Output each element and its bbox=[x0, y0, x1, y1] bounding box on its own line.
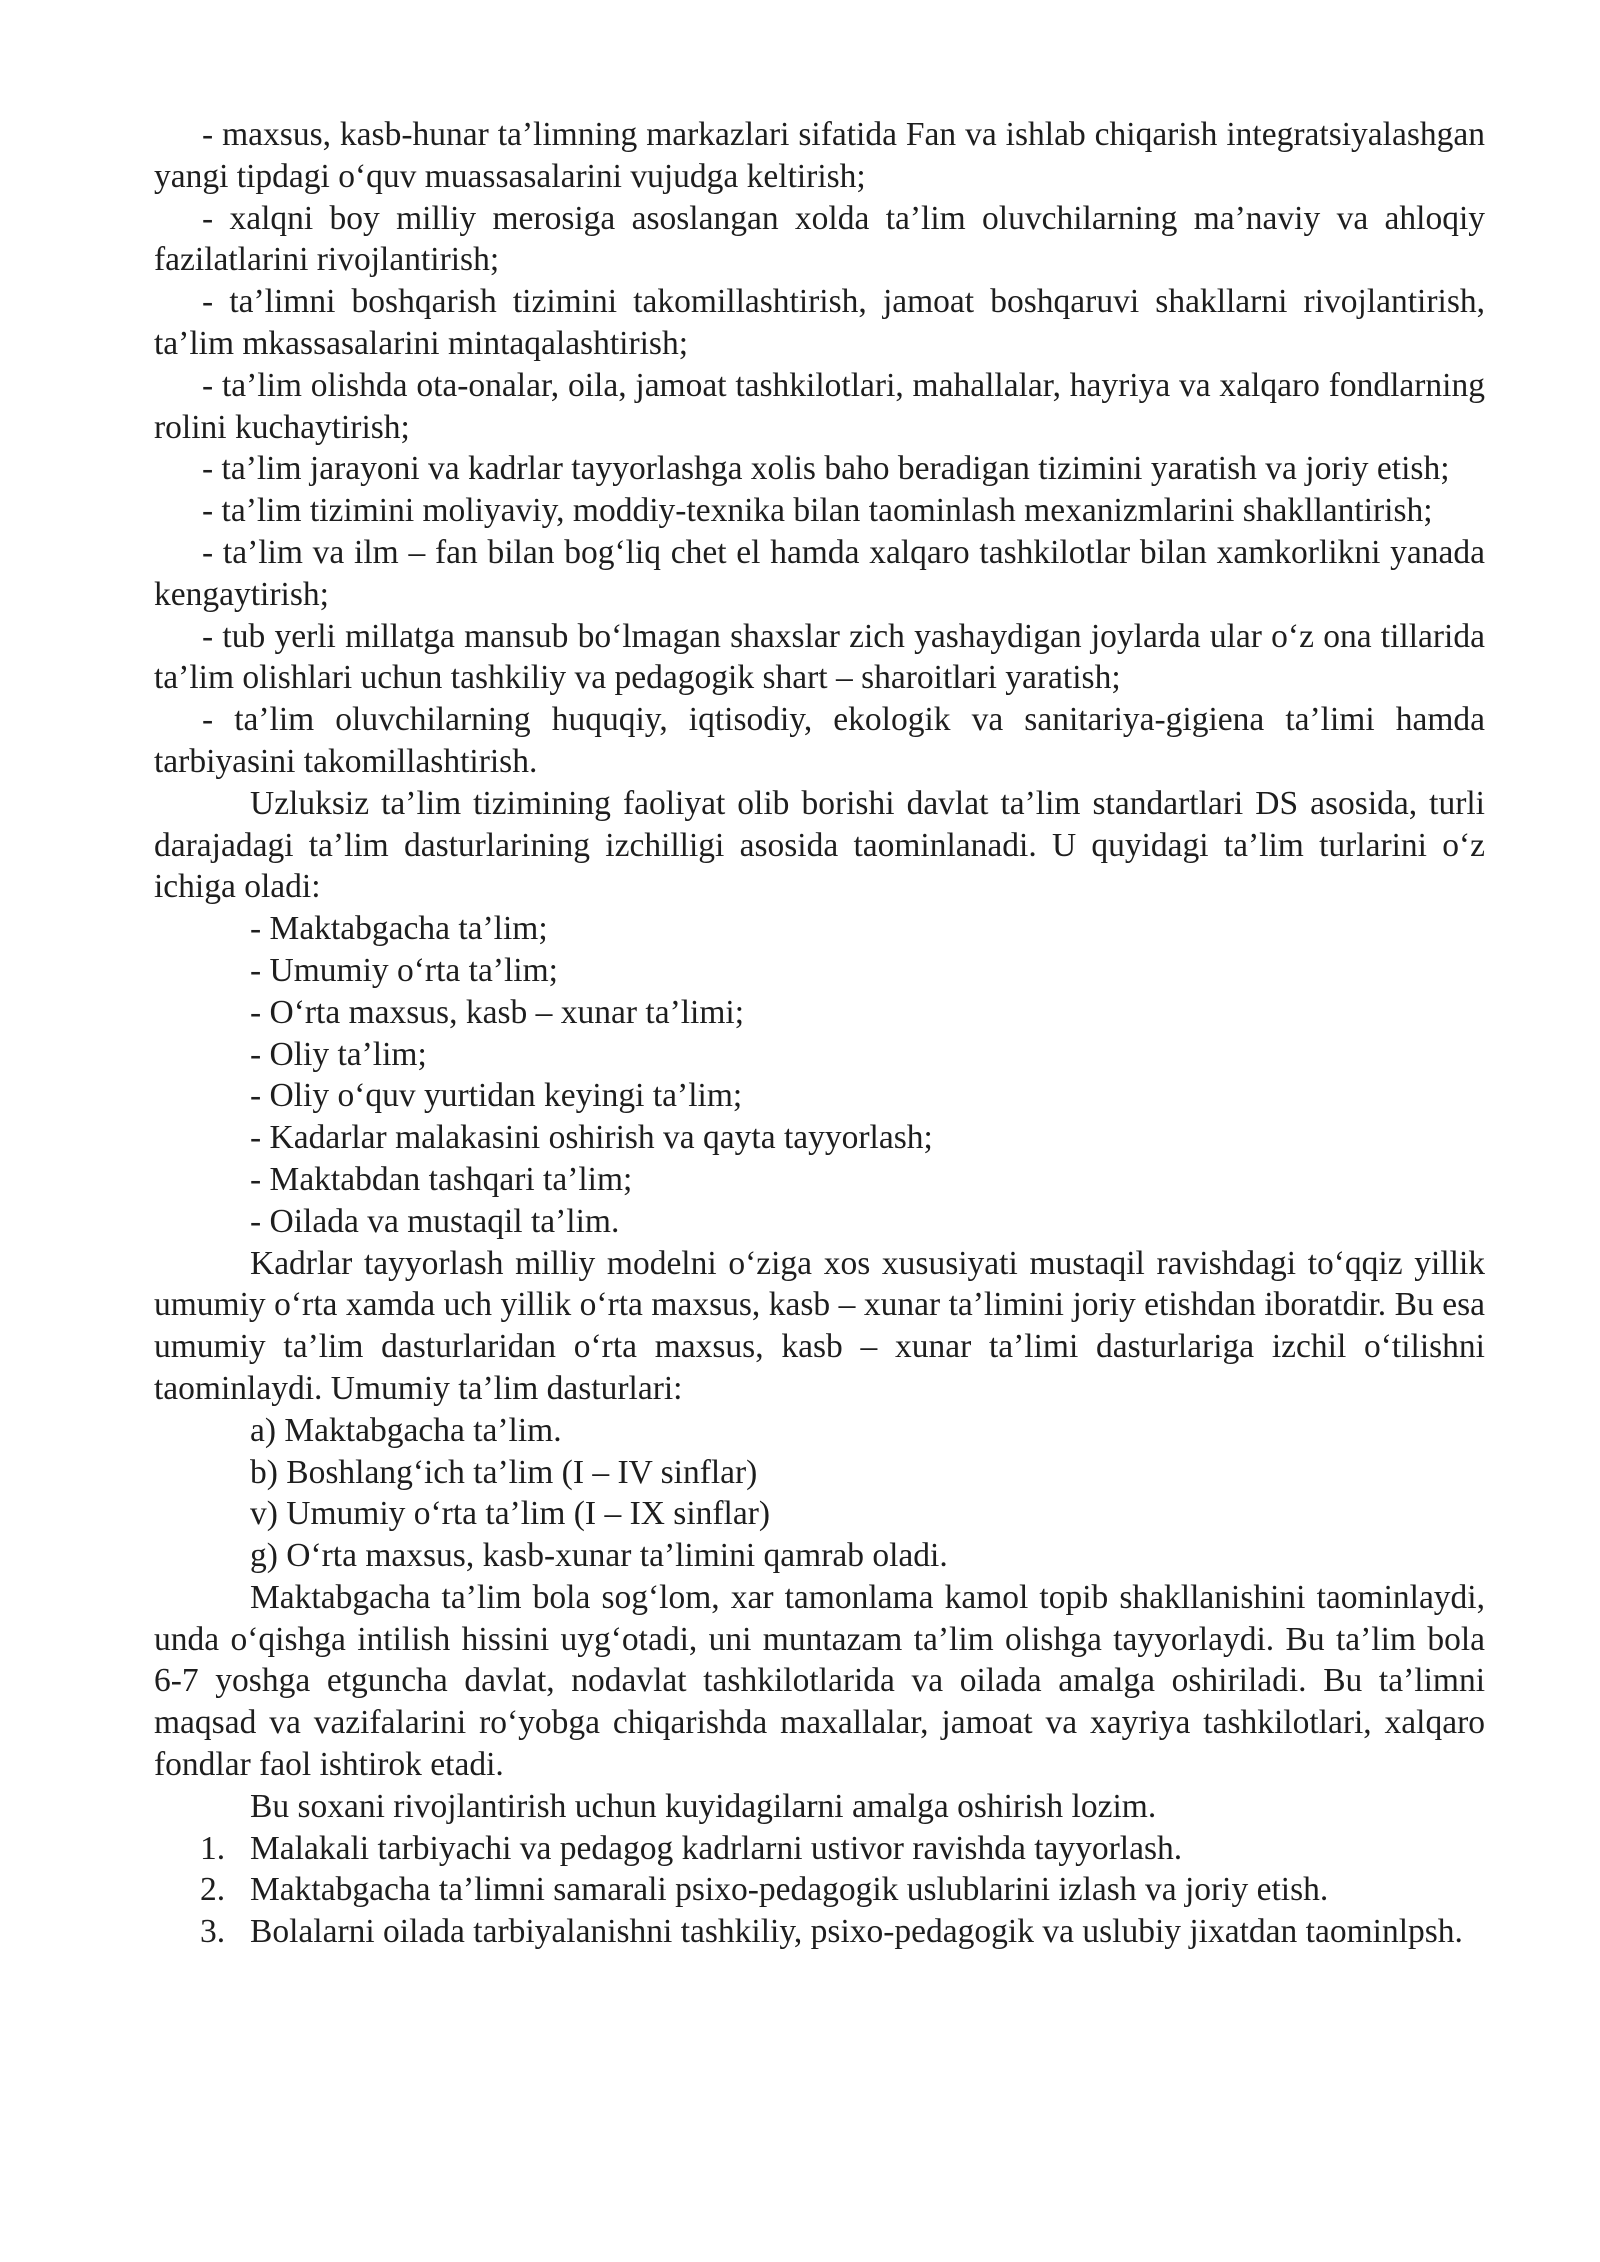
program-item: a) Maktabgacha ta’lim. bbox=[250, 1411, 562, 1449]
bullet-item: - ta’lim tizimini moliyaviy, moddiy-texnika bilan taominlash mexanizmlarini shakllantirish; bbox=[202, 492, 1433, 530]
numbered-list bbox=[154, 1828, 1485, 1953]
program-item: g) O‘rta maxsus, kasb-xunar ta’limini qamrab oladi. bbox=[250, 1537, 948, 1575]
education-type-item: - Umumiy o‘rta ta’lim; bbox=[250, 951, 558, 989]
numbered-item bbox=[154, 1828, 1485, 1870]
bullet-item: - maxsus, kasb-hunar ta’limning markazlari sifatida Fan va ishlab chiqarish integratsiyalashgan yangi tipdagi o‘quv muassasalarini vujudga keltirish; bbox=[154, 116, 1485, 195]
bullet-item: - tub yerli millatga mansub bo‘lmagan shaxslar zich yashaydigan joylarda ular o‘z ona tillarida ta’lim olishlari uchun tashkiliy va pedagogik shart – sharoitlari yaratish; bbox=[154, 617, 1485, 697]
education-types-list bbox=[154, 908, 1485, 1242]
item-number: 2. bbox=[200, 1871, 226, 1909]
item-number: 1. bbox=[200, 1829, 226, 1867]
numbered-item bbox=[154, 1869, 1485, 1911]
item-text: Bolalarni oilada tarbiyalanishni tashkiliy, psixo-pedagogik va uslubiy jixatdan taominlpsh. bbox=[250, 1913, 1463, 1951]
bullet-item: - ta’lim oluvchilarning huquqiy, iqtisodiy, ekologik va sanitariya-gigiena ta’limi hamda tarbiyasini takomillashtirish. bbox=[154, 701, 1485, 780]
paragraph-maktabgacha: Maktabgacha ta’lim bola sog‘lom, xar tamonlama kamol topib shakllanishini taominlaydi, unda o‘qishga intilish hissini uyg‘otadi, uni muntazam ta’lim olishga tayyorlaydi. Bu ta’lim bola 6-7 yoshga etguncha davlat, nodavlat tashkilotlarida va oilada amalga oshiriladi. Bu ta’limni maqsad va vazifalarini ro‘yobga chiqarishda maxallalar, jamoat va xayriya tashkilotlari, xalqaro fondlar faol ishtirok etadi. bbox=[154, 1578, 1485, 1784]
item-text: Maktabgacha ta’limni samarali psixo-pedagogik uslublarini izlash va joriy etish. bbox=[250, 1871, 1329, 1909]
bullet-item: - ta’lim jarayoni va kadrlar tayyorlashga xolis baho beradigan tizimini yaratish va joriy etish; bbox=[202, 450, 1450, 488]
paragraph-kadrlar: Kadrlar tayyorlash milliy modelni o‘ziga xos xususiyati mustaqil ravishdagi to‘qqiz yillik umumiy o‘rta xamda uch yillik o‘rta maxsus, kasb – xunar ta’limini joriy etishdan iboratdir. Bu esa umumiy ta’lim dasturlaridan o‘rta maxsus, kasb – xunar ta’limi dasturlariga izchil o‘tilishni taominlaydi. Umumiy ta’lim dasturlari: bbox=[154, 1244, 1485, 1407]
education-type-item: - Oliy ta’lim; bbox=[250, 1035, 427, 1073]
bullet-item: - ta’limni boshqarish tizimini takomillashtirish, jamoat boshqaruvi shakllarni rivojlantirish, ta’lim mkassasalarini mintaqalashtirish; bbox=[154, 283, 1485, 362]
bullet-item: - xalqni boy milliy merosiga asoslangan xolda ta’lim oluvchilarning ma’naviy va ahloqiy fazilatlarini rivojlantirish; bbox=[154, 199, 1485, 279]
paragraph-soxa: Bu soxani rivojlantirish uchun kuyidagilarni amalga oshirish lozim. bbox=[250, 1787, 1157, 1825]
education-type-item: - Oilada va mustaqil ta’lim. bbox=[250, 1202, 620, 1240]
education-type-item: - O‘rta maxsus, kasb – xunar ta’limi; bbox=[250, 993, 745, 1031]
education-type-item: - Maktabdan tashqari ta’lim; bbox=[250, 1160, 633, 1198]
bullet-list bbox=[154, 114, 1485, 783]
bullet-item: - ta’lim olishda ota-onalar, oila, jamoat tashkilotlari, mahallalar, hayriya va xalqaro fondlarning rolini kuchaytirish; bbox=[154, 366, 1485, 446]
programs-list bbox=[154, 1410, 1485, 1577]
education-type-item: - Kadarlar malakasini oshirish va qayta tayyorlash; bbox=[250, 1119, 933, 1157]
program-item: b) Boshlang‘ich ta’lim (I – IV sinflar) bbox=[250, 1453, 758, 1491]
education-type-item: - Maktabgacha ta’lim; bbox=[250, 910, 548, 948]
education-type-item: - Oliy o‘quv yurtidan keyingi ta’lim; bbox=[250, 1077, 743, 1115]
item-number: 3. bbox=[200, 1913, 226, 1951]
program-item: v) Umumiy o‘rta ta’lim (I – IX sinflar) bbox=[250, 1495, 771, 1533]
bullet-item: - ta’lim va ilm – fan bilan bog‘liq chet el hamda xalqaro tashkilotlar bilan xamkorlikni yanada kengaytirish; bbox=[154, 533, 1485, 613]
item-text: Malakali tarbiyachi va pedagog kadrlarni ustivor ravishda tayyorlash. bbox=[250, 1829, 1183, 1867]
paragraph-uzluksiz: Uzluksiz ta’lim tizimining faoliyat olib borishi davlat ta’lim standartlari DS asosida, turli darajadagi ta’lim dasturlarining izchilligi asosida taominlanadi. U quyidagi ta’lim turlarini o‘z ichiga oladi: bbox=[154, 784, 1485, 906]
numbered-item bbox=[154, 1911, 1485, 1953]
